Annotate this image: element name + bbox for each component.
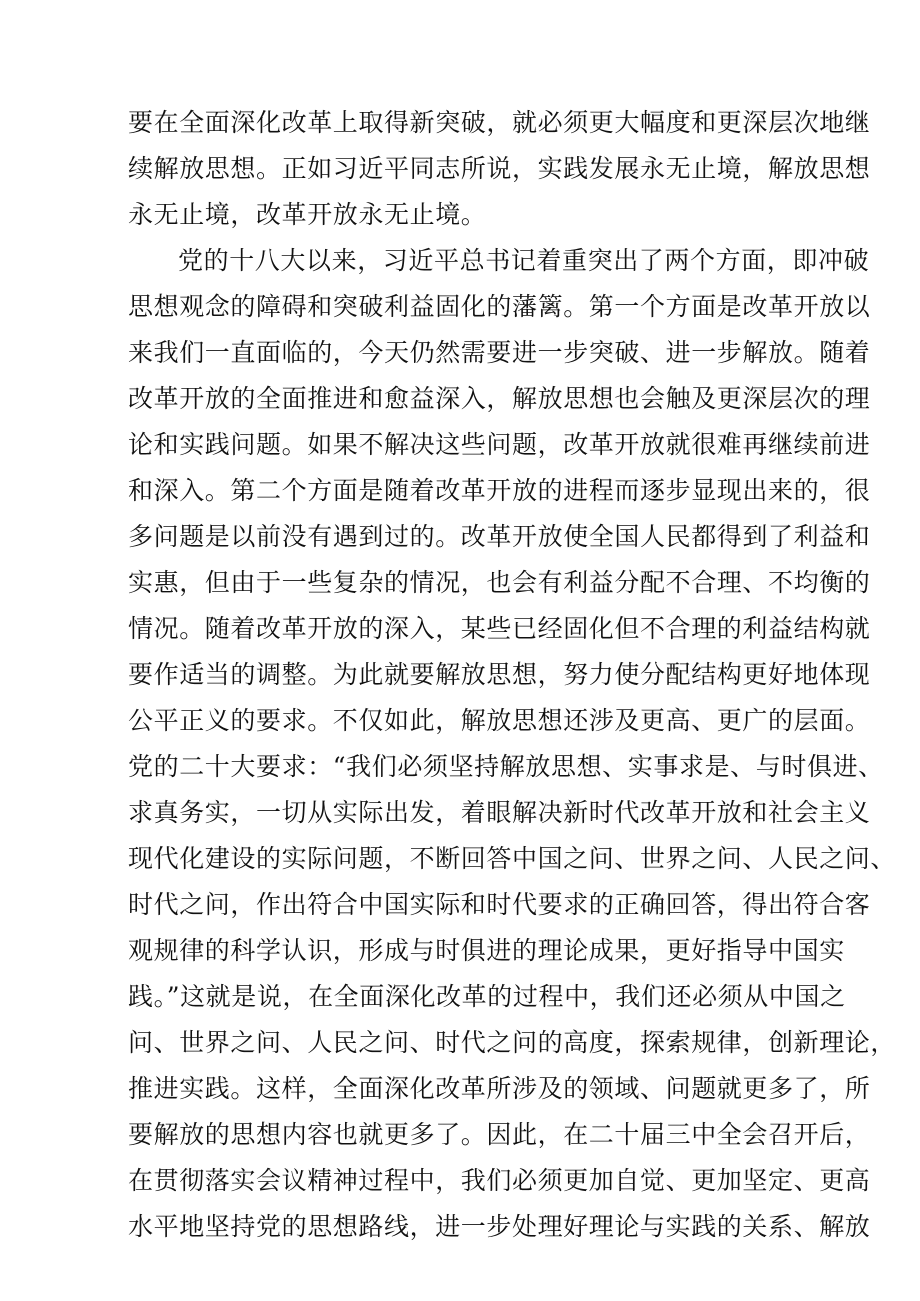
text-line: 党的十八大以来，习近平总书记着重突出了两个方面，即冲破 [178, 246, 870, 275]
document-page [128, 100, 897, 1250]
paragraph-2 [128, 238, 897, 1250]
text-line: 求真务实，一切从实际出发，着眼解决新时代改革开放和社会主义 [128, 798, 871, 827]
text-line: 践。”这就是说，在全面深化改革的过程中，我们还必须从中国之 [128, 982, 846, 1011]
text-line: 在贯彻落实会议精神过程中，我们必须更加自觉、更加坚定、更高 [128, 1166, 871, 1195]
text-line: 问、世界之问、人民之问、时代之问的高度，探索规律，创新理论， [128, 1028, 897, 1057]
text-line: 情况。随着改革开放的深入，某些已经固化但不合理的利益结构就 [128, 614, 871, 643]
text-line: 时代之问，作出符合中国实际和时代要求的正确回答，得出符合客 [128, 890, 871, 919]
text-line: 来我们一直面临的，今天仍然需要进一步突破、进一步解放。随着 [128, 338, 871, 367]
text-line: 永无止境，改革开放永无止境。 [128, 200, 487, 229]
paragraph-1 [128, 100, 871, 238]
text-line: 多问题是以前没有遇到过的。改革开放使全国人民都得到了利益和 [128, 522, 871, 551]
text-line: 观规律的科学认识，形成与时俱进的理论成果，更好指导中国实 [128, 936, 845, 965]
text-line: 公平正义的要求。不仅如此，解放思想还涉及更高、更广的层面。 [128, 706, 871, 735]
text-line: 和深入。第二个方面是随着改革开放的进程而逐步显现出来的，很 [128, 476, 871, 505]
text-line: 现代化建设的实际问题，不断回答中国之问、世界之问、人民之问、 [128, 844, 897, 873]
text-line: 党的二十大要求：“我们必须坚持解放思想、实事求是、与时俱进、 [128, 752, 884, 781]
text-line: 推进实践。这样，全面深化改革所涉及的领域、问题就更多了，所 [128, 1074, 871, 1103]
text-line: 续解放思想。正如习近平同志所说，实践发展永无止境，解放思想 [128, 154, 871, 183]
text-line: 要作适当的调整。为此就要解放思想，努力使分配结构更好地体现 [128, 660, 871, 689]
text-line: 要在全面深化改革上取得新突破，就必须更大幅度和更深层次地继 [128, 108, 871, 137]
text-line: 水平地坚持党的思想路线，进一步处理好理论与实践的关系、解放 [128, 1212, 871, 1241]
text-line: 实惠，但由于一些复杂的情况，也会有利益分配不合理、不均衡的 [128, 568, 871, 597]
text-line: 论和实践问题。如果不解决这些问题，改革开放就很难再继续前进 [128, 430, 871, 459]
text-line: 思想观念的障碍和突破利益固化的藩篱。第一个方面是改革开放以 [128, 292, 871, 321]
text-line: 改革开放的全面推进和愈益深入，解放思想也会触及更深层次的理 [128, 384, 871, 413]
text-line: 要解放的思想内容也就更多了。因此，在二十届三中全会召开后， [128, 1120, 871, 1149]
